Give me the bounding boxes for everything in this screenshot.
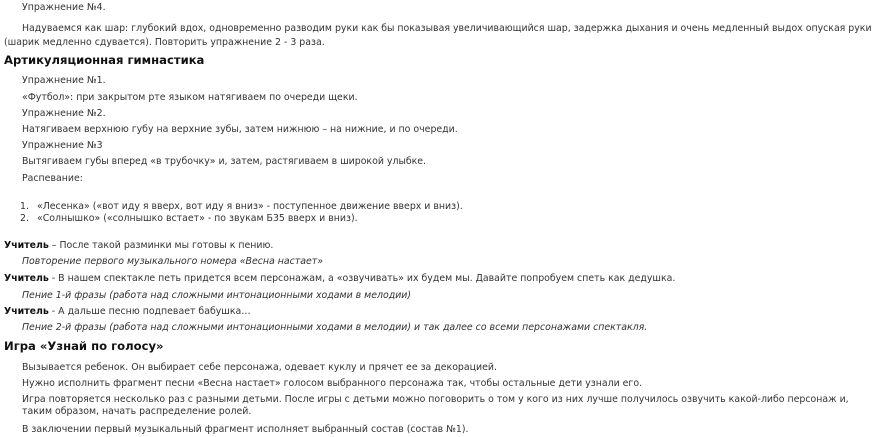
list-number: 1.	[20, 201, 29, 212]
list-text: «Лесенка» («вот иду я вверх, вот иду я вниз» - поступенное движение вверх и вниз).	[36, 201, 463, 212]
raspevanie-label: Распевание:	[22, 173, 83, 184]
exercise-3-title: Упражнение №3	[22, 140, 103, 151]
speaker-text: - А дальше песню подпевает бабушка…	[48, 306, 251, 317]
exercise-4-text: Надуваемся как шар: глубокий вдох, одновременно разводим руки как бы показывая увеличивающийся шар, задержка дыхания и очень медленный выдох опуская руки	[22, 23, 872, 34]
speaker-text: – После такой разминки мы готовы к пению.	[48, 240, 274, 251]
final-paragraph: В заключении первый музыкальный фрагмент исполняет выбранный состав (состав №1).	[22, 424, 469, 435]
exercise-4-text-cont: (шарик медленно сдувается). Повторить упражнение 2 - 3 раза.	[4, 37, 325, 48]
exercise-2-title: Упражнение №2.	[22, 108, 106, 119]
teacher-line-1	[4, 240, 273, 252]
game-paragraph-2: Нужно исполнить фрагмент песни «Весна настает» голосом выбранного персонажа так, чтобы остальные дети узнали его.	[22, 378, 643, 389]
speaker-label: Учитель	[4, 306, 49, 317]
exercise-1-title: Упражнение №1.	[22, 75, 106, 86]
teacher-line-2	[4, 273, 675, 285]
list-item	[20, 213, 358, 225]
game-paragraph-3-cont: таким образом, начать распределение ролей.	[22, 406, 252, 417]
heading-game: Игра «Узнай по голосу»	[4, 339, 164, 353]
exercise-3-text: Вытягиваем губы вперед «в трубочку» и, затем, растягиваем в широкой улыбке.	[22, 156, 427, 167]
performance-note-1: Повторение первого музыкального номера «Весна настает»	[22, 256, 324, 267]
heading-articulation: Артикуляционная гимнастика	[4, 53, 205, 67]
speaker-label: Учитель	[4, 273, 49, 284]
game-paragraph-3: Игра повторяется несколько раз с разными детьми. После игры с детьми можно поговорить о том у кого из них лучше получилось озвучить какой-либо персонаж и,	[22, 394, 849, 405]
exercise-1-text: «Футбол»: при закрытом рте языком натягиваем по очереди щеки.	[22, 92, 358, 103]
speaker-label: Учитель	[4, 240, 49, 251]
speaker-text: - В нашем спектакле петь придется всем персонажам, а «озвучивать» их будем мы. Давайте попробуем спеть как дедушка.	[48, 273, 676, 284]
song-note-1: Пение 1-й фразы (работа над сложными интонационными ходами в мелодии)	[22, 290, 412, 301]
song-note-2: Пение 2-й фразы (работа над сложными интонационными ходами в мелодии) и так далее со всеми персонажами спектакля.	[22, 322, 648, 333]
list-item	[20, 201, 463, 213]
teacher-line-3	[4, 306, 251, 318]
game-paragraph-1: Вызывается ребенок. Он выбирает себе персонажа, одевает куклу и прячет ее за декорацией.	[22, 362, 497, 373]
list-text: «Солнышко» («солнышко встает» - по звукам Б35 вверх и вниз).	[36, 213, 358, 224]
list-number: 2.	[20, 213, 29, 224]
exercise-4-title: Упражнение №4.	[22, 2, 106, 13]
exercise-2-text: Натягиваем верхнюю губу на верхние зубы, затем нижнюю – на нижние, и по очереди.	[22, 124, 458, 135]
